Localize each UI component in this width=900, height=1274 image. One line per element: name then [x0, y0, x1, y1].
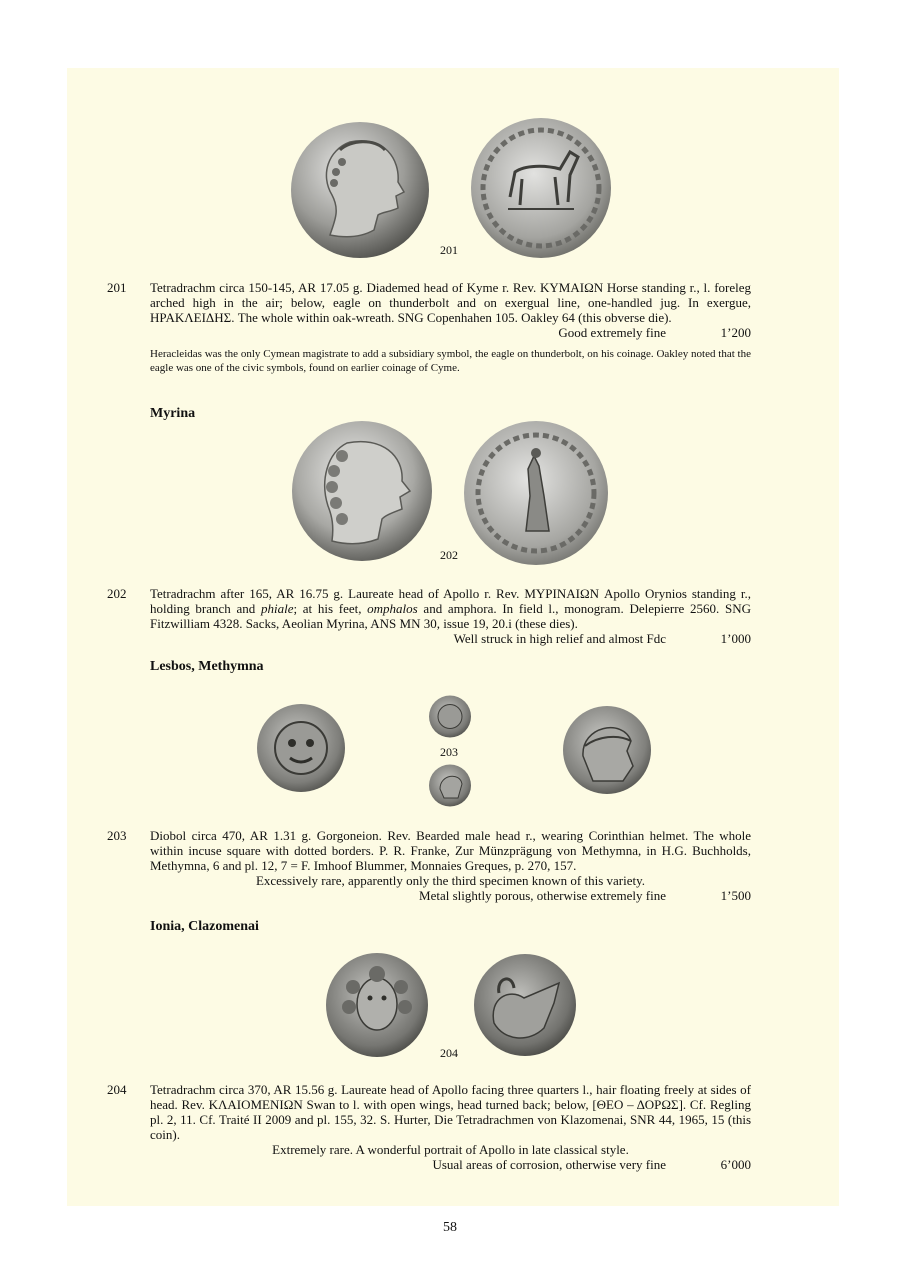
lot-202-description: Tetradrachm after 165, AR 16.75 g. Laureate head of Apollo r. Rev. ΜΥΡΙΝΑΙΩΝ Apollo Orynios standing r., holding branch and phiale; at his feet, omphalos and amphora. In field l., monogram. Delepierre 2560. SNG Fitzwilliam 4328. Sacks, Aeolian Myrina, ANS MN 30, issue 19, 20.i (these dies). Well struck in high relief and almost Fdc 1’000 — [150, 586, 751, 646]
lot-203-price: 1’500 — [720, 888, 751, 903]
lot-number-201: 201 — [107, 280, 127, 295]
lot-204-rarity: Extremely rare. A wonderful portrait of Apollo in late classical style. — [272, 1142, 629, 1157]
plate-label-204: 204 — [440, 1046, 458, 1060]
lot-203-grade: Metal slightly porous, otherwise extremely fine — [419, 888, 666, 903]
coin-202-obverse — [292, 421, 433, 562]
lot-204-price: 6’000 — [720, 1157, 751, 1172]
page-number: 58 — [443, 1220, 457, 1235]
lot-202-grade: Well struck in high relief and almost Fdc — [453, 631, 666, 646]
lot-number-203: 203 — [107, 828, 127, 843]
coin-203-reverse-actual — [428, 764, 472, 807]
coin-201-reverse — [470, 117, 612, 259]
coin-202-reverse — [464, 421, 609, 566]
lot-201-note: Heracleidas was the only Cymean magistrate to add a subsidiary symbol, the eagle on thunderbolt, on his coinage. Oakley noted that the eagle was one of the civic symbols, found on earlier coinage of Cyme. — [150, 348, 751, 374]
heading-myrina: Myrina — [150, 406, 196, 421]
lot-203-description: Diobol circa 470, AR 1.31 g. Gorgoneion. Rev. Bearded male head r., wearing Corinthian helmet. The whole within incuse square with dotted borders. P. R. Franke, Zur Münzprägung von Methymna, in H.G. Buchholds, Methymna, 6 and pl. 12, 7 = F. Imhoof Blummer, Monnaies Greques, p. 270, 157. Excessively rare, apparently only the third specimen known of this variety. Metal slightly porous, otherwise extremely fine 1’500 — [150, 828, 751, 903]
coin-204-reverse — [474, 953, 577, 1057]
lot-number-202: 202 — [107, 586, 127, 601]
coin-201-obverse — [290, 120, 431, 261]
lot-number-204: 204 — [107, 1082, 127, 1097]
lot-202-grade-line — [150, 631, 751, 646]
lot-204-grade: Usual areas of corrosion, otherwise very fine — [432, 1157, 666, 1172]
coin-203-obverse-actual — [428, 695, 472, 738]
lot-201-grade: Good extremely fine — [558, 325, 666, 340]
lot-203-grade-line — [150, 888, 751, 903]
lot-201-description: Tetradrachm circa 150-145, AR 17.05 g. Diademed head of Kyme r. Rev. ΚΥΜΑΙΩΝ Horse standing r., l. foreleg arched high in the air; below, eagle on thunderbolt and on exergual line, one-handled jug. In exergue, ΗΡΑΚΛΕΙΔΗΣ. The whole within oak-wreath. SNG Copenhahen 105. Oakley 64 (this obverse die). Good extremely fine 1’200 — [150, 280, 751, 340]
lot-204-description: Tetradrachm circa 370, AR 15.56 g. Laureate head of Apollo facing three quarters l., hair floating freely at sides of head. Rev. ΚΛΑΙΟΜΕΝΙΩΝ Swan to l. with open wings, head turned back; below, [ΘΕΟ – ΔΟΡΩΣ]. Cf. Regling pl. 2, 11. Cf. Traité II 2009 and pl. 155, 32. S. Hurter, Die Tetradrachmen von Klazomenai, SNR 44, 1965, 15 (this coin). Extremely rare. A wonderful portrait of Apollo in late classical style. Usual areas of corrosion, otherwise very fine 6’000 — [150, 1082, 751, 1172]
lot-201-price: 1’200 — [720, 325, 751, 340]
heading-lesbos-methymna: Lesbos, Methymna — [150, 659, 264, 674]
coin-203-obverse-enlarged — [257, 703, 346, 793]
lot-202-price: 1’000 — [720, 631, 751, 646]
coin-204-obverse — [325, 952, 429, 1058]
heading-ionia-clazomenai: Ionia, Clazomenai — [150, 919, 259, 934]
lot-203-rarity: Excessively rare, apparently only the third specimen known of this variety. — [255, 873, 646, 888]
plate-label-201: 201 — [440, 243, 458, 257]
lot-204-grade-line — [150, 1157, 751, 1172]
plate-label-203: 203 — [440, 745, 458, 759]
plate-label-202: 202 — [440, 548, 458, 562]
coin-203-reverse-enlarged — [563, 706, 652, 795]
lot-201-grade-line — [150, 325, 751, 340]
